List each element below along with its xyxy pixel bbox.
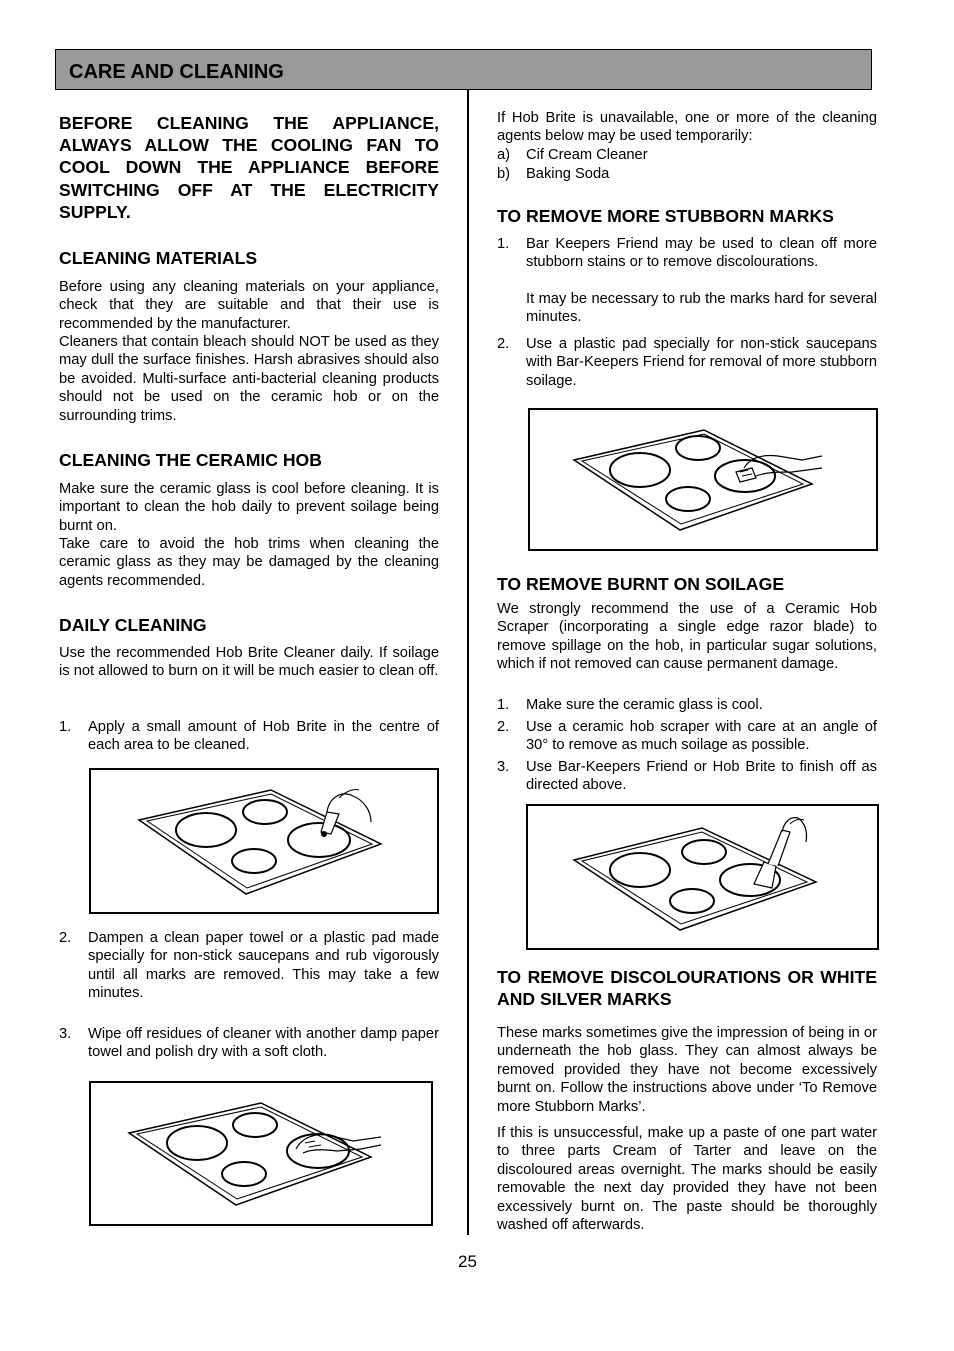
page-number: 25 [458,1252,477,1271]
hob-apply-cleaner-illustration [89,768,439,914]
discolourations-para-1: These marks sometimes give the impression of being in or underneath the hob glass. They can almost always be removed provided they have not become excessively burnt on. Follow the instructions above under ‘To Remove more Stubborn Marks’. [497,1025,877,1115]
column-divider [467,90,469,1235]
cleaning-materials-heading: CLEANING MATERIALS [59,248,258,268]
stubborn-marks-note: It may be necessary to rub the marks hard for several minutes. [526,291,877,326]
cleaning-materials-para-1: Before using any cleaning materials on your appliance, check that they are suitable and that their use is recommended by the manufacturer. [59,279,439,332]
alternatives-intro: If Hob Brite is unavailable, one or more of the cleaning agents below may be used temporarily: [497,110,877,145]
hob-scrub-pad-illustration [528,408,878,551]
cleaning-materials-para-2: Cleaners that contain bleach should NOT be used as they may dull the surface finishes. Harsh abrasives should also be avoided. Multi-surface anti-bacterial cleaning products should not be used on the ceramic hob or on the surrounding trims. [59,334,439,424]
burnt-soilage-heading: TO REMOVE BURNT ON SOILAGE [497,574,785,594]
safety-warning: BEFORE CLEANING THE APPLIANCE, ALWAYS ALLOW THE COOLING FAN TO COOL DOWN THE APPLIANCE BEFORE SWITCHING OFF AT THE ELECTRICITY SUPPLY. [59,113,439,222]
hob-scraper-illustration [526,804,879,950]
ceramic-hob-para-2: Take care to avoid the hob trims when cleaning the ceramic glass as they may be damaged by the cleaning agents recommended. [59,536,439,589]
discolourations-heading: TO REMOVE DISCOLOURATIONS OR WHITE AND SILVER MARKS [497,967,877,1009]
stubborn-marks-heading: TO REMOVE MORE STUBBORN MARKS [497,206,834,226]
page-title: CARE AND CLEANING [69,61,284,83]
discolourations-para-2: If this is unsuccessful, make up a paste of one part water to three parts Cream of Tarter and leave on the discoloured areas overnight. The marks should be easily removable the next day provided they have not been excessively burnt on. The paste should be thoroughly washed off afterwards. [497,1125,877,1234]
ceramic-hob-para-1: Make sure the ceramic glass is cool before cleaning. It is important to clean the hob daily to prevent soilage being burnt on. [59,481,439,534]
burnt-soilage-para: We strongly recommend the use of a Ceramic Hob Scraper (incorporating a single edge razor blade) to remove spillage on the hob, in particular sugar solutions, which if not removed can cause permanent damage. [497,601,877,673]
daily-cleaning-heading: DAILY CLEANING [59,615,207,635]
ceramic-hob-heading: CLEANING THE CERAMIC HOB [59,450,322,470]
hob-polish-dry-illustration [89,1081,433,1226]
section-header [55,49,872,90]
daily-cleaning-para: Use the recommended Hob Brite Cleaner daily. If soilage is not allowed to burn on it will be much easier to clean off. [59,645,439,680]
